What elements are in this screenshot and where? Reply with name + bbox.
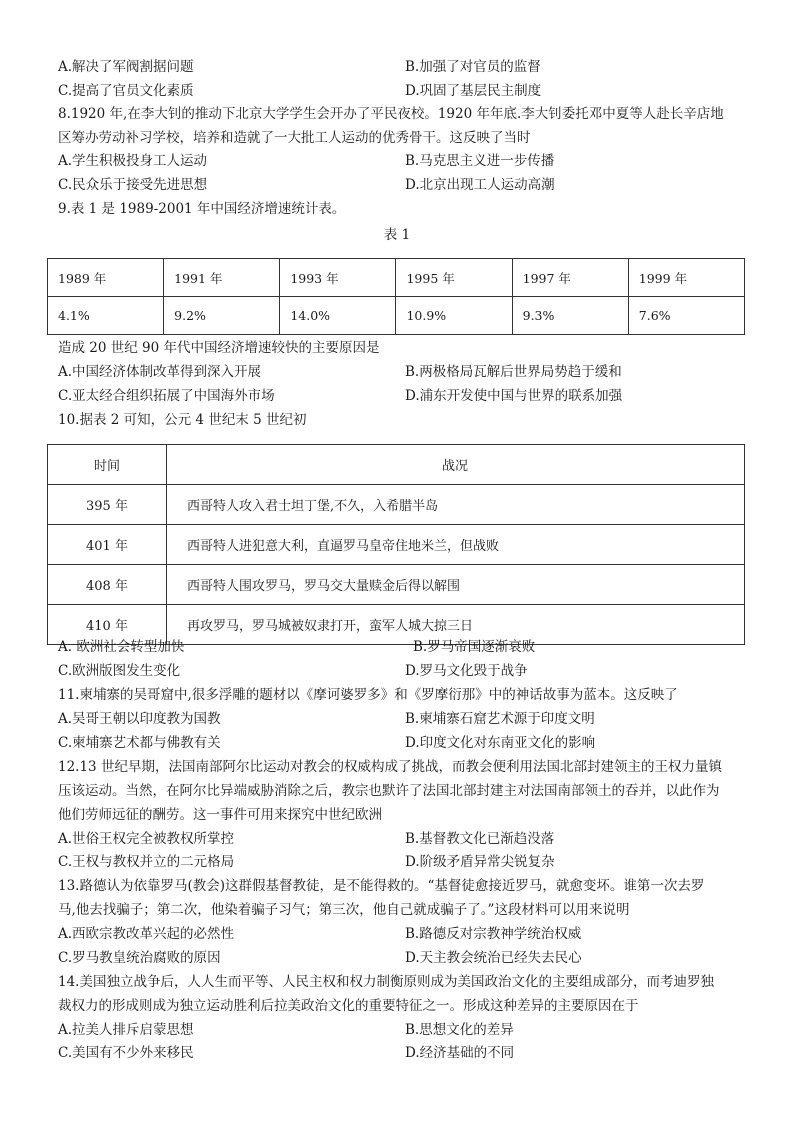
- q14-option-b: B.思想文化的差异: [405, 1022, 514, 1038]
- table-header-row: [48, 445, 745, 485]
- q13-option-d: D.天主教会统治已经失去民心: [405, 950, 582, 966]
- q12-option-c: C.王权与教权并立的二元格局: [58, 854, 235, 870]
- q12-option-d: D.阶级矛盾异常尖锐复杂: [405, 854, 555, 870]
- table-row: [48, 297, 745, 335]
- situation-cell: 西哥特人进犯意大利，直逼罗马皇帝住地米兰，但战败: [167, 525, 745, 565]
- year-cell: 1995 年: [396, 259, 512, 297]
- header-situation: 战况: [167, 445, 745, 485]
- q13-stem-line2: 马,他去找骗子；第二次，他染着骗子习气；第三次，他自己就成骗子了。”这段材料可以用来说明: [58, 902, 630, 918]
- rate-cell: 10.9%: [396, 297, 512, 335]
- q13-option-a: A.西欧宗教改革兴起的必然性: [58, 926, 235, 942]
- situation-cell: 西哥特人攻入君士坦丁堡,不久，入希腊半岛: [167, 485, 745, 525]
- q13-option-c: C.罗马教皇统治腐败的原因: [58, 950, 221, 966]
- rate-cell: 9.2%: [164, 297, 280, 335]
- q9-option-a: A.中国经济体制改革得到深入开展: [58, 364, 262, 380]
- q8-option-c: C.民众乐于接受先进思想: [58, 177, 208, 193]
- q11-stem: 11.柬埔寨的吴哥窟中,很多浮雕的题材以《摩诃婆罗多》和《罗摩衍那》中的神话故事为蓝本。这反映了: [58, 687, 678, 703]
- q14-option-c: C.美国有不少外来移民: [58, 1045, 194, 1061]
- q9-option-c: C.亚太经合组织拓展了中国海外市场: [58, 388, 275, 404]
- q7-option-c: C.提高了官员文化素质: [58, 83, 194, 99]
- time-cell: 410 年: [48, 605, 167, 645]
- q11-option-b: B.柬埔寨石窟艺术源于印度文明: [405, 711, 595, 727]
- table-row: [48, 565, 745, 605]
- q7-option-b: B.加强了对官员的监督: [405, 59, 541, 75]
- year-cell: 1999 年: [628, 259, 744, 297]
- situation-cell: 再攻罗马，罗马城被奴隶打开，蛮军人城大掠三日: [167, 605, 745, 645]
- time-cell: 395 年: [48, 485, 167, 525]
- q12-option-a: A.世俗王权完全被教权所掌控: [58, 831, 235, 847]
- q8-option-b: B.马克思主义进一步传播: [405, 153, 555, 169]
- q10-option-c: C.欧洲版图发生变化: [58, 663, 181, 679]
- q8-stem-line1: 8.1920 年,在李大钊的推动下北京大学学生会开办了平民夜校。1920 年年底.李大钊委托邓中夏等人赴长辛店地: [58, 106, 724, 122]
- q7-option-d: D.巩固了基层民主制度: [405, 83, 542, 99]
- q9-option-b: B.两极格局瓦解后世界局势趋于缓和: [405, 364, 622, 380]
- q14-option-d: D.经济基础的不同: [405, 1045, 515, 1061]
- year-cell: 1993 年: [280, 259, 396, 297]
- rate-cell: 7.6%: [628, 297, 744, 335]
- header-time: 时间: [48, 445, 167, 485]
- q10-option-a: A. 欧洲社会转型加快: [58, 639, 185, 655]
- q11-option-d: D.印度文化对东南亚文化的影响: [405, 735, 596, 751]
- situation-cell: 西哥特人围攻罗马，罗马交大量赎金后得以解围: [167, 565, 745, 605]
- q12-stem-line1: 12.13 世纪早期，法国南部阿尔比运动对教会的权威构成了挑战，而教会便利用法国北部封建领主的王权力量镇: [58, 759, 722, 775]
- q8-stem-line2: 区筹办劳动补习学校，培养和造就了一大批工人运动的优秀骨干。这反映了当时: [58, 130, 531, 146]
- q13-option-b: B.路德反对宗教神学统治权威: [405, 926, 582, 942]
- q12-stem-line2: 压该运动。当然，在阿尔比异端威胁消除之后，教宗也默许了法国北部封建主对法国南部领土的吞并，以此作为: [58, 783, 720, 799]
- rate-cell: 9.3%: [512, 297, 628, 335]
- q14-option-a: A.拉美人排斥启蒙思想: [58, 1022, 194, 1038]
- q13-stem-line1: 13.路德认为依靠罗马(教会)这群假基督教徒，是不能得救的。“基督徒愈接近罗马，就愈变坏。谁第一次去罗: [58, 878, 705, 894]
- q10-option-b: B.罗马帝国逐渐衰败: [413, 639, 536, 655]
- rate-cell: 4.1%: [48, 297, 164, 335]
- time-cell: 401 年: [48, 525, 167, 565]
- q11-option-c: C.柬埔寨艺术都与佛教有关: [58, 735, 221, 751]
- war-table: [47, 444, 745, 645]
- year-cell: 1997 年: [512, 259, 628, 297]
- table1-caption: 表 1: [383, 227, 411, 243]
- table-row: [48, 259, 745, 297]
- q8-option-d: D.北京出现工人运动高潮: [405, 177, 555, 193]
- q9-stem: 9.表 1 是 1989-2001 年中国经济增速统计表。: [58, 201, 346, 217]
- q14-stem-line2: 裁权力的形成则成为独立运动胜利后拉美政治文化的重要特征之一。形成这种差异的主要原因在于: [58, 998, 639, 1014]
- time-cell: 408 年: [48, 565, 167, 605]
- rate-cell: 14.0%: [280, 297, 396, 335]
- year-cell: 1989 年: [48, 259, 164, 297]
- growth-table: [47, 258, 745, 335]
- q10-stem: 10.据表 2 可知，公元 4 世纪末 5 世纪初: [58, 412, 307, 428]
- year-cell: 1991 年: [164, 259, 280, 297]
- q14-stem-line1: 14.美国独立战争后，人人生而平等、人民主权和权力制衡原则成为美国政治文化的主要组成部分，而考迪罗独: [58, 974, 714, 990]
- q9-question: 造成 20 世纪 90 年代中国经济增速较快的主要原因是: [58, 340, 380, 356]
- q12-stem-line3: 他们劳师远征的酬劳。这一事件可用来探究中世纪欧洲: [58, 807, 382, 823]
- q10-option-d: D.罗马文化毁于战争: [405, 663, 528, 679]
- q11-option-a: A.吴哥王朝以印度教为国教: [58, 711, 221, 727]
- q7-option-a: A.解决了军阀割据问题: [58, 59, 194, 75]
- q9-option-d: D.浦东开发使中国与世界的联系加强: [405, 388, 623, 404]
- table-row: [48, 525, 745, 565]
- q8-option-a: A.学生积极投身工人运动: [58, 153, 208, 169]
- table-row: [48, 485, 745, 525]
- q12-option-b: B.基督教文化已渐趋没落: [405, 831, 555, 847]
